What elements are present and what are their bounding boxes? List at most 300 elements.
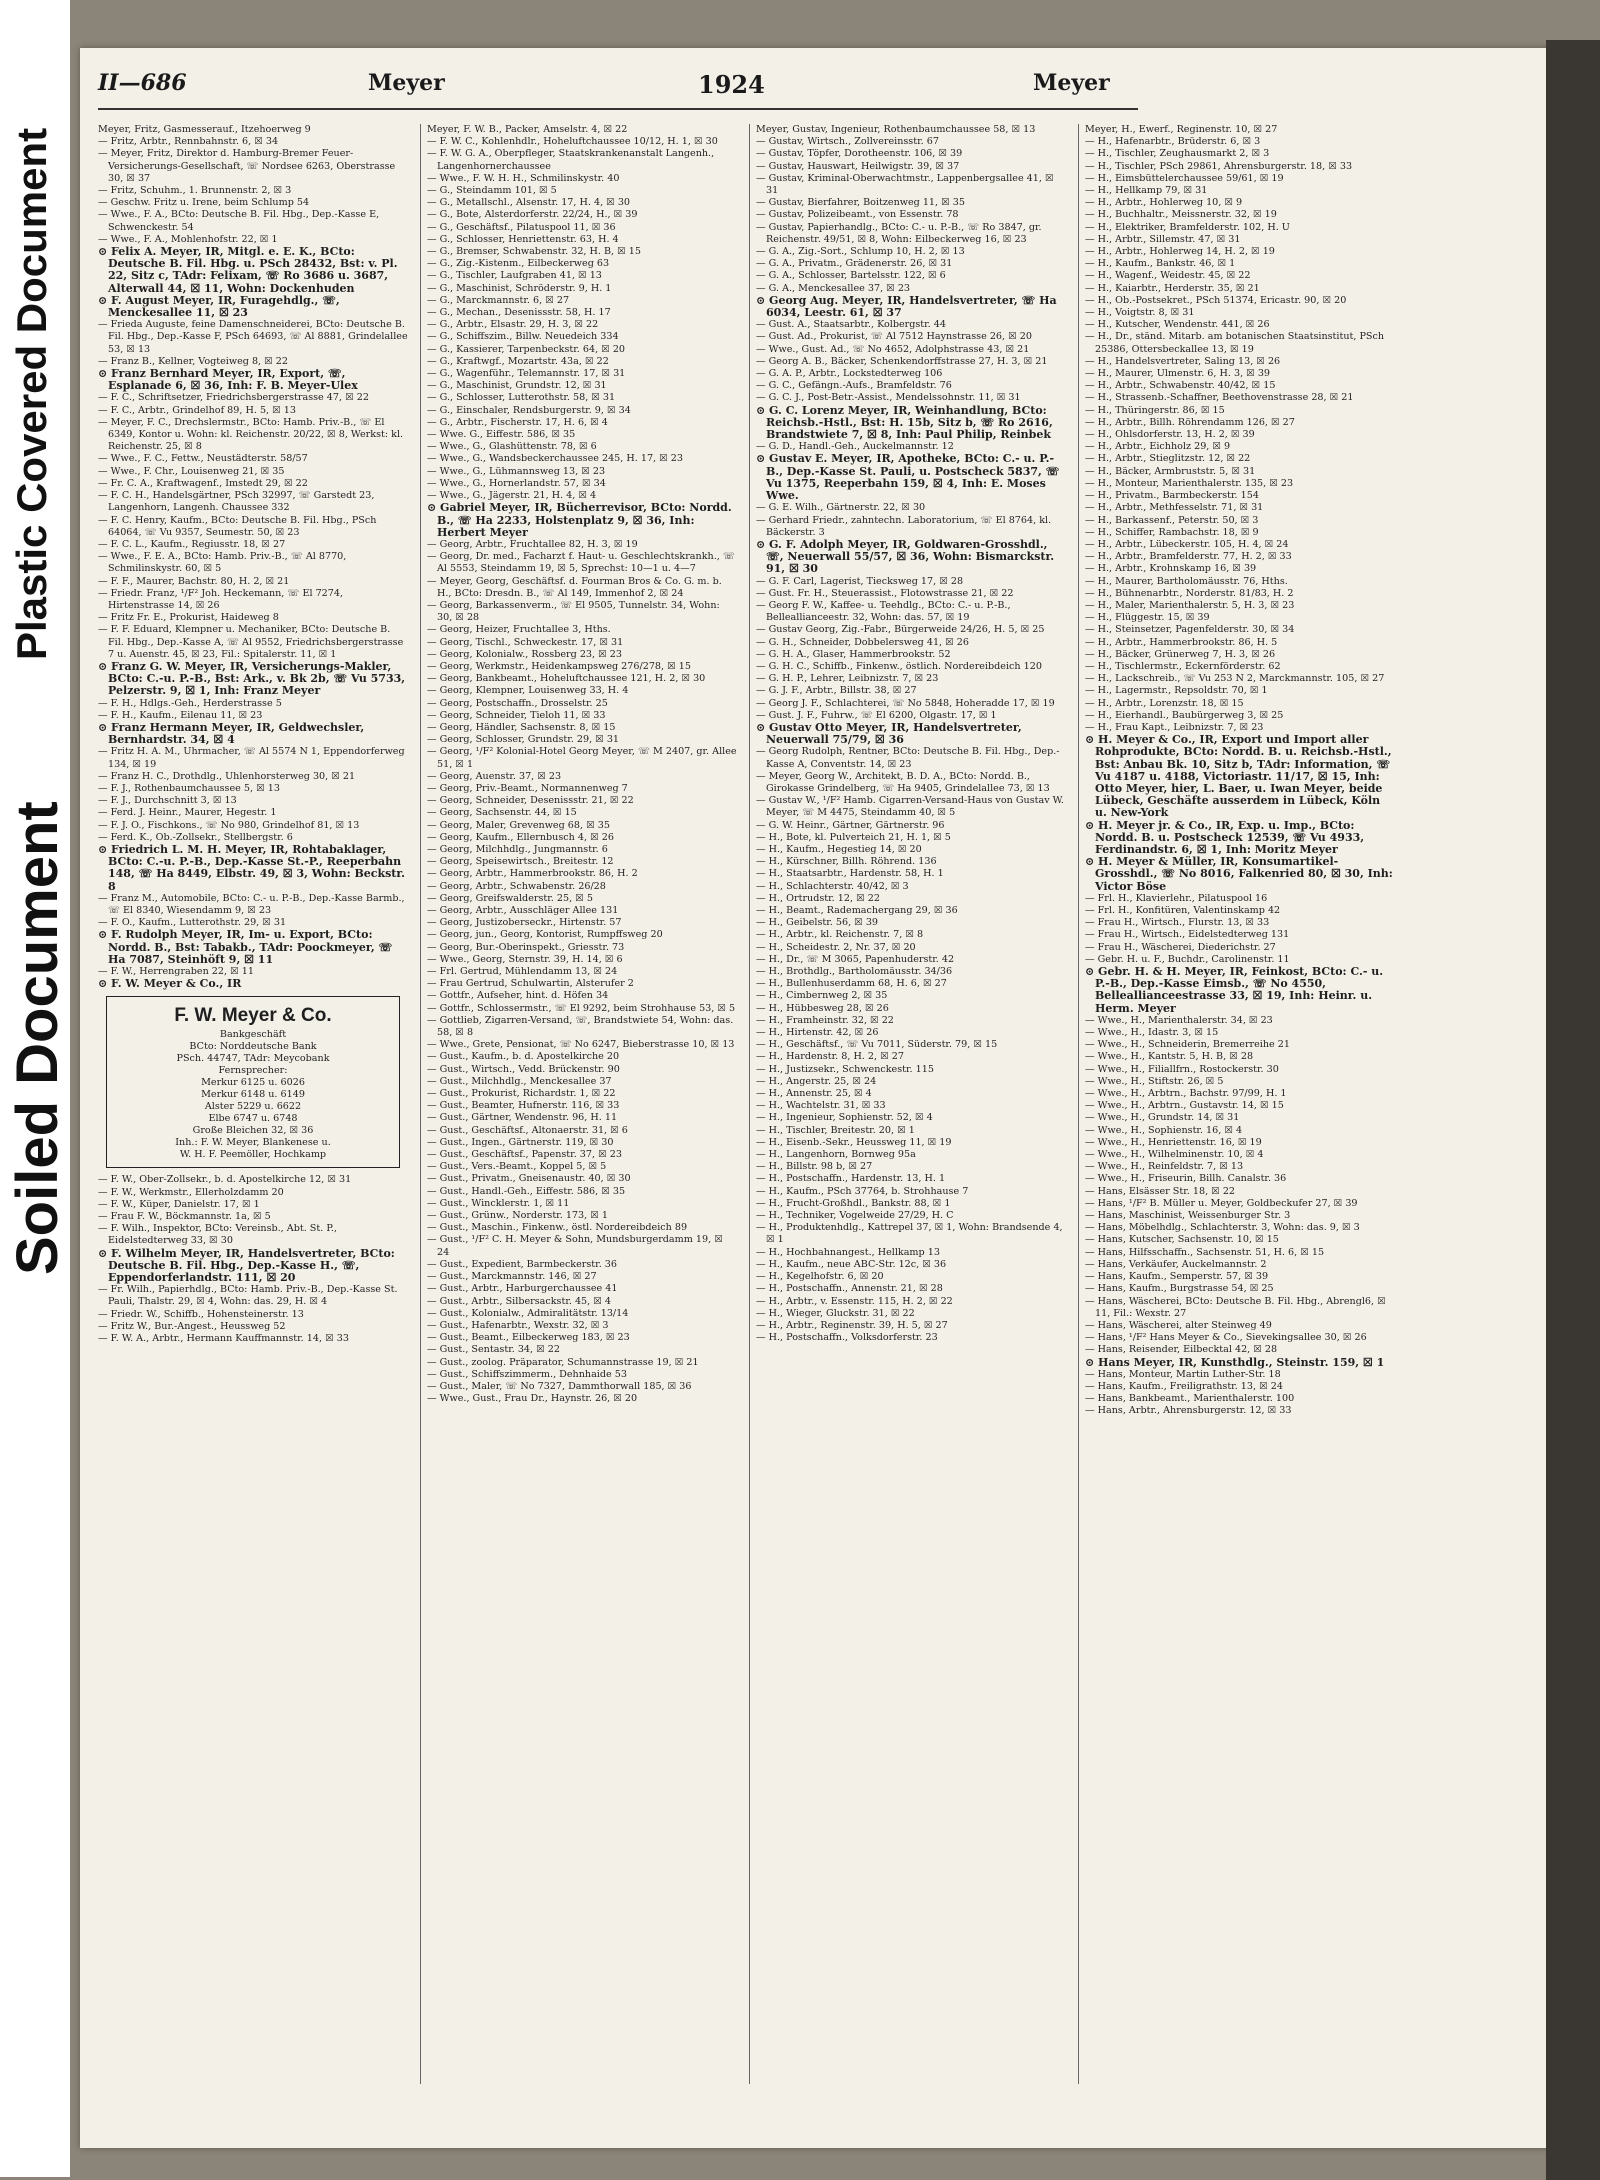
directory-entry: — Frau F. W., Böckmannstr. 1a, ☒ 5	[98, 1211, 271, 1223]
directory-entry: — Gust. Fr. H., Steuerassist., Flotowstrasse 21, ☒ 22	[756, 587, 1014, 599]
directory-entry: — Georg, Postschaffn., Drosselstr. 25	[427, 697, 608, 709]
directory-entry: — G., Mechan., Desenissstr. 58, H. 17	[427, 307, 611, 319]
advert-lines	[111, 1029, 395, 1161]
directory-entry: — Frau H., Wäscherei, Diederichstr. 27	[1085, 941, 1276, 953]
directory-entry: — Wwe., H., Henriettenstr. 16, ☒ 19	[1085, 1136, 1262, 1148]
directory-entry: ⊙ Hans Meyer, IR, Kunsthdlg., Steinstr. 159, ☒ 1	[1085, 1355, 1385, 1369]
directory-entry: — Meyer, Georg, Geschäftsf. d. Fourman Bros & Co. G. m. b. H., BCto: Dresdn. B., ☏ Al 149, Immenhof 2, ☒ 24	[427, 575, 722, 599]
directory-entry: — Gust., Geschäftsf., Altonaerstr. 31, ☒ 6	[427, 1124, 628, 1136]
directory-entry: ⊙ Felix A. Meyer, IR, Mitgl. e. E. K., BCto: Deutsche B. Fil. Hbg. u. PSch 28432, Bst: v. Pl. 22, Sitz c, TAdr: Felixam, ☏ Ro 3686 u. 3687, Alterwall 44, ☒ 11, Wohn: Dockenhuden	[98, 245, 398, 295]
directory-entry: — H., Ohlsdorferstr. 13, H. 2, ☒ 39	[1085, 429, 1255, 441]
directory-entry: — H., Ob.-Postsekret., PSch 51374, Ericastr. 90, ☒ 20	[1085, 294, 1347, 306]
directory-entry: — Hans, Kaufm., Semperstr. 57, ☒ 39	[1085, 1271, 1269, 1283]
directory-entry: — Georg, Heizer, Fruchtallee 3, Hths.	[427, 624, 611, 636]
directory-entry: — G., Einschaler, Rendsburgerstr. 9, ☒ 34	[427, 404, 631, 416]
directory-entry: — H., Geibelstr. 56, ☒ 39	[756, 917, 879, 929]
directory-entry: — Hans, Kaufm., Burgstrasse 54, ☒ 25	[1085, 1283, 1274, 1295]
directory-entry: — Gottfr., Schlossermstr., ☏ El 9292, beim Strohhause 53, ☒ 5	[427, 1002, 736, 1014]
directory-entry: ⊙ H. Meyer & Co., IR, Export und Import aller Rohprodukte, BCto: Nordd. B. u. Reichsb.-Hstl., Bst: Anbau Bk. 10, Sitz b, TAdr: Information, ☏ Vu 4187 u. 4188, Victoriastr. 11/17, ☒ 15, Inh: Otto Meyer, hier, L. Baer, u. Iwan Meyer, beide Lübeck, Geschäfte ausserdem in Lübeck, Köln u. New-York	[1085, 733, 1392, 820]
directory-entry: — G., Tischler, Laufgraben 41, ☒ 13	[427, 270, 602, 282]
directory-entry: — Georg, Werkmstr., Heidenkampsweg 276/278, ☒ 15	[427, 660, 691, 672]
directory-entry: Meyer, F. W. B., Packer, Amselstr. 4, ☒ 22	[427, 124, 628, 135]
directory-entry: — Fr. C. A., Kraftwagenf., Imstedt 29, ☒ 22	[98, 477, 308, 489]
directory-entry: — G., Arbtr., Fischerstr. 17, H. 6, ☒ 4	[427, 416, 608, 428]
directory-entry: ⊙ F. Wilhelm Meyer, IR, Handelsvertreter, BCto: Deutsche B. Fil. Hbg., Dep.-Kasse H., ☏, Eppendorferlandstr. 111, ☒ 20	[98, 1246, 395, 1285]
directory-entry: — H., Privatm., Barmbeckerstr. 154	[1085, 490, 1259, 502]
directory-entry: — G. W. Heinr., Gärtner, Gärtnerstr. 96	[756, 819, 945, 831]
directory-entry: — H., Staatsarbtr., Hardenstr. 58, H. 1	[756, 868, 944, 880]
directory-entry: — H., Ingenieur, Sophienstr. 52, ☒ 4	[756, 1112, 933, 1124]
directory-entry: — Ferd. K., Ob.-Zollsekr., Stellbergstr. 6	[98, 831, 293, 843]
directory-entry: — Wwe., H., Marienthalerstr. 34, ☒ 23	[1085, 1014, 1273, 1026]
directory-entry: — H., Strassenb.-Schaffner, Beethovenstrasse 28, ☒ 21	[1085, 392, 1354, 404]
column-4	[1085, 124, 1395, 2094]
directory-entry: — F. W., Werkmstr., Ellerholzdamm 20	[98, 1186, 284, 1198]
directory-entry: — G., Wagenführ., Telemannstr. 17, ☒ 31	[427, 368, 626, 380]
directory-entry: — Meyer, Georg W., Architekt, B. D. A., BCto: Nordd. B., Girokasse Grindelberg, ☏ Ha 9405, Grindelallee 73, ☒ 13	[756, 770, 1050, 794]
directory-entry: — Wwe., H., Friseurin, Billh. Canalstr. 36	[1085, 1173, 1287, 1185]
directory-entry: — Gust., Kaufm., b. d. Apostelkirche 20	[427, 1051, 620, 1063]
directory-entry: — F. W. C., Kohlenhdlr., Hoheluftchaussee 10/12, H. 1, ☒ 30	[427, 136, 718, 148]
directory-entry: — Wwe., F. W. H. H., Schmilinskystr. 40	[427, 172, 620, 184]
directory-entry: — Gust. Ad., Prokurist, ☏ Al 7512 Haynstrasse 26, ☒ 20	[756, 331, 1032, 343]
directory-entry: — Wwe., G., Wandsbeckerchaussee 245, H. 17, ☒ 23	[427, 453, 684, 465]
directory-entry: — Wwe., H., Schneiderin, Bremerreihe 21	[1085, 1039, 1290, 1051]
directory-entry: — F. W. A., Arbtr., Hermann Kauffmannstr. 14, ☒ 33	[98, 1333, 349, 1345]
directory-entry: — H., Arbtr., Stieglitzstr. 12, ☒ 22	[1085, 453, 1251, 465]
directory-entry: — Wwe., H., Grundstr. 14, ☒ 31	[1085, 1112, 1240, 1124]
directory-entry: — Georg, Schlosser, Grundstr. 29, ☒ 31	[427, 734, 620, 746]
side-label-bottom: Soiled Document	[5, 801, 70, 1275]
directory-entry: — Georg, Kolonialw., Rossberg 23, ☒ 23	[427, 648, 622, 660]
directory-entry: — H., Lagermstr., Repsoldstr. 70, ☒ 1	[1085, 685, 1268, 697]
directory-entry: — Gust., Kolonialw., Admiralitätstr. 13/14	[427, 1307, 629, 1319]
directory-entry: — H., Arbtr., Sillemstr. 47, ☒ 31	[1085, 233, 1241, 245]
directory-entry: — H., Justizsekr., Schwenckestr. 115	[756, 1063, 934, 1075]
advert-box	[106, 996, 400, 1168]
directory-entry: — F. J., Durchschnitt 3, ☒ 13	[98, 795, 237, 807]
directory-entry: — Gust., Arbtr., Harburgerchaussee 41	[427, 1283, 618, 1295]
directory-entry: — Hans, Hilfsschaffn., Sachsenstr. 51, H. 6, ☒ 15	[1085, 1246, 1325, 1258]
directory-entry: — Hans, Wäscherei, alter Steinweg 49	[1085, 1319, 1272, 1331]
directory-entry: — F. Wilh., Inspektor, BCto: Vereinsb., Abt. St. P., Eidelstedterweg 33, ☒ 30	[98, 1223, 337, 1247]
directory-entry: — Georg, ¹/F² Kolonial-Hotel Georg Meyer, ☏ M 2407, gr. Allee 51, ☒ 1	[427, 746, 737, 770]
directory-entry: — G. J. F., Arbtr., Billstr. 38, ☒ 27	[756, 685, 917, 697]
directory-entry: — H., Dr., ständ. Mitarb. am botanischen Staatsinstitut, PSch 25386, Ottersbeckallee 13, ☒ 19	[1085, 331, 1385, 355]
advert-title: F. W. Meyer & Co.	[174, 1005, 332, 1027]
header-year: 1924	[698, 70, 765, 99]
directory-entry: — G. H. P., Lehrer, Leibnizstr. 7, ☒ 23	[756, 673, 939, 685]
directory-entry: — G., Zig.-Kistenm., Eilbeckerweg 63	[427, 258, 610, 270]
directory-entry: — Gust., Sentastr. 34, ☒ 22	[427, 1344, 560, 1356]
directory-entry: — Gust., Maschin., Finkenw., östl. Nordereibdeich 89	[427, 1222, 688, 1234]
directory-entry: — F. W., Küper, Danielstr. 17, ☒ 1	[98, 1198, 260, 1210]
directory-entry: — H., Voigtstr. 8, ☒ 31	[1085, 307, 1195, 319]
directory-entry: — Gustav, Wirtsch., Zollvereinsstr. 67	[756, 136, 939, 148]
directory-entry: — Georg, Bankbeamt., Hoheluftchaussee 121, H. 2, ☒ 30	[427, 673, 706, 685]
directory-entry: — Wwe., G., Glashüttenstr. 78, ☒ 6	[427, 441, 597, 453]
directory-entry: — Wwe., H., Wilhelminenstr. 10, ☒ 4	[1085, 1149, 1264, 1161]
directory-entry: ⊙ Franz Bernhard Meyer, IR, Export, ☏, Esplanade 6, ☒ 36, Inh: F. B. Meyer-Ulex	[98, 367, 358, 393]
directory-entry: — Wwe., H., Arbtrn., Gustavstr. 14, ☒ 15	[1085, 1100, 1284, 1112]
directory-entry: — F. H., Hdlgs.-Geh., Herderstrasse 5	[98, 697, 282, 709]
directory-entry: — Wwe., H., Sophienstr. 16, ☒ 4	[1085, 1124, 1243, 1136]
directory-entry: — H., Tischler, Breitestr. 20, ☒ 1	[756, 1124, 915, 1136]
directory-entry: — G. D., Handl.-Geh., Auckelmannstr. 12	[756, 441, 954, 453]
directory-entry: — H., Maler, Marienthalerstr. 5, H. 3, ☒ 23	[1085, 599, 1295, 611]
directory-entry: — Gust., Wincklerstr. 1, ☒ 11	[427, 1197, 570, 1209]
directory-entry: — Wwe., Gust., Frau Dr., Haynstr. 26, ☒ 20	[427, 1393, 638, 1405]
header-rule	[98, 108, 1138, 110]
directory-entry: — Georg, Priv.-Beamt., Normannenweg 7	[427, 782, 628, 794]
directory-entry: — F. C., Schriftsetzer, Friedrichsbergerstrasse 47, ☒ 22	[98, 392, 369, 404]
directory-entry: — Wwe., G., Jägerstr. 21, H. 4, ☒ 4	[427, 490, 597, 502]
directory-entry: — Ferd. J. Heinr., Maurer, Hegestr. 1	[98, 807, 277, 819]
directory-entry: ⊙ Gebr. H. & H. Meyer, IR, Feinkost, BCto: C.- u. P.-B., Dep.-Kasse Eimsb., ☏ No 4550, Belleallianceestrasse 33, ☒ 19, Inh: Heinr. u. Herm. Meyer	[1085, 965, 1384, 1015]
directory-entry: ⊙ F. Rudolph Meyer, IR, Im- u. Export, BCto: Nordd. B., Bst: Tabakb., TAdr: Poockmeyer, ☏ Ha 7087, Steinhöft 9, ☒ 11	[98, 928, 393, 966]
directory-entry: — Gust., zoolog. Präparator, Schumannstrasse 19, ☒ 21	[427, 1356, 699, 1368]
directory-entry: — Franz B., Kellner, Vogteiweg 8, ☒ 22	[98, 355, 289, 367]
column-3-entries	[756, 124, 1066, 1344]
directory-entry: — Georg, Maler, Grevenweg 68, ☒ 35	[427, 819, 610, 831]
directory-entry: — Gust., Gärtner, Wendenstr. 96, H. 11	[427, 1112, 618, 1124]
directory-entry: — Georg, Sachsenstr. 44, ☒ 15	[427, 807, 577, 819]
advert-line: Bankgeschäft	[219, 1029, 287, 1041]
directory-entry: — Hans, Verkäufer, Auckelmannstr. 2	[1085, 1258, 1267, 1270]
directory-entry: — H., Postschaffn., Hardenstr. 13, H. 1	[756, 1173, 946, 1185]
directory-entry: — H., Steinsetzer, Pagenfelderstr. 30, ☒ 34	[1085, 624, 1295, 636]
directory-entry: — H., Tischler, PSch 29861, Ahrensburgerstr. 18, ☒ 33	[1085, 160, 1353, 172]
directory-entry: — H., Handelsvertreter, Saling 13, ☒ 26	[1085, 355, 1281, 367]
directory-entry: — H., Wieger, Gluckstr. 31, ☒ 22	[756, 1307, 915, 1319]
directory-entry: — H., Arbtr., Bramfelderstr. 77, H. 2, ☒ 33	[1085, 551, 1292, 563]
directory-entry: — G. H. C., Schiffb., Finkenw., östlich. Nordereibdeich 120	[756, 660, 1042, 672]
column-divider	[1078, 124, 1079, 2084]
directory-entry: — F. C. Henry, Kaufm., BCto: Deutsche B. Fil. Hbg., PSch 64064, ☏ Vu 9357, Seumestr. 50, ☒ 23	[98, 514, 377, 538]
directory-entry: — F. C. L., Kaufm., Regiusstr. 18, ☒ 27	[98, 538, 286, 550]
column-4-entries	[1085, 124, 1395, 1418]
directory-entry: — Gustav, Hauswart, Heilwigstr. 39, ☒ 37	[756, 160, 960, 172]
directory-entry: — Gust., Beamt., Eilbeckerweg 183, ☒ 23	[427, 1332, 630, 1344]
directory-entry: — F. W. G. A., Oberpfleger, Staatskrankenanstalt Langenh., Langenhornerchaussee	[427, 148, 715, 172]
advert-line: Große Bleichen 32, ☒ 36	[192, 1125, 314, 1137]
directory-entry: — H., Frucht-Großhdl., Bankstr. 88, ☒ 1	[756, 1197, 951, 1209]
directory-entry: — H., Elektriker, Bramfelderstr. 102, H. U	[1085, 221, 1290, 233]
column-1	[98, 124, 408, 2094]
directory-entry: — Fritz W., Bur.-Angest., Heussweg 52	[98, 1320, 286, 1332]
directory-entry: — H., Maurer, Bartholomäusstr. 76, Hths.	[1085, 575, 1288, 587]
directory-entry: — Wwe., F. C., Fettw., Neustädterstr. 58/57	[98, 453, 308, 465]
directory-entry: — H., Hardenstr. 8, H. 2, ☒ 27	[756, 1051, 904, 1063]
directory-entry: — H., Brothdlg., Bartholomäusstr. 34/36	[756, 966, 953, 978]
directory-entry: — H., Annenstr. 25, ☒ 4	[756, 1088, 872, 1100]
directory-entry: — Hans, Bankbeamt., Marienthalerstr. 100	[1085, 1393, 1295, 1405]
column-2	[427, 124, 737, 2094]
directory-entry: — Georg, Arbtr., Schwabenstr. 26/28	[427, 880, 606, 892]
page-header	[98, 70, 1138, 110]
directory-entry: — H., Hafenarbtr., Brüderstr. 6, ☒ 3	[1085, 136, 1261, 148]
directory-entry: — H., Beamt., Rademachergang 29, ☒ 36	[756, 905, 958, 916]
column-1-entries	[98, 124, 408, 990]
directory-entry: — H., Scheidestr. 2, Nr. 37, ☒ 20	[756, 941, 916, 953]
directory-entry: ⊙ H. Meyer & Müller, IR, Konsumartikel-Grosshdl., ☏ No 8016, Falkenried 80, ☒ 30, Inh: Victor Böse	[1085, 855, 1393, 893]
directory-entry: — G. E. Wilh., Gärtnerstr. 22, ☒ 30	[756, 502, 926, 514]
advert-line: Inh.: F. W. Meyer, Blankenese u.	[175, 1137, 331, 1149]
directory-entry: — H., Arbtr., Lorenzstr. 18, ☒ 15	[1085, 697, 1244, 709]
directory-entry: — Hans, ¹/F² Hans Meyer & Co., Sievekingsallee 30, ☒ 26	[1085, 1332, 1367, 1344]
directory-entry: — H., Postschaffn., Volksdorferstr. 23	[756, 1332, 938, 1344]
directory-entry: — H., Dr., ☏ M 3065, Papenhuderstr. 42	[756, 953, 955, 965]
directory-entry: — Hans, Elsässer Str. 18, ☒ 22	[1085, 1185, 1236, 1197]
directory-entry: — Gustav, Papierhandlg., BCto: C.- u. P.-B., ☏ Ro 3847, gr. Reichenstr. 49/51, ☒ 8, Wohn: Eilbeckerweg 16, ☒ 23	[756, 221, 1042, 245]
directory-entry: — Gustav W., ¹/F² Hamb. Cigarren-Versand-Haus von Gustav W. Meyer, ☏ M 4475, Steindamm 40, ☒ 5	[756, 795, 1064, 819]
directory-entry: — G., Geschäftsf., Pilatuspool 11, ☒ 36	[427, 221, 616, 233]
directory-entry: — Hans, Reisender, Eilbecktal 42, ☒ 28	[1085, 1344, 1278, 1356]
directory-entry: — H., Postschaffn., Annenstr. 21, ☒ 28	[756, 1283, 943, 1295]
directory-entry: ⊙ Friedrich L. M. H. Meyer, IR, Rohtabaklager, BCto: C.-u. P.-B., Dep.-Kasse St.-P., Reeperbahn 148, ☏ Ha 8449, Elbstr. 49, ☒ 3, Wohn: Beckstr. 8	[98, 842, 405, 893]
directory-entry: ⊙ H. Meyer jr. & Co., IR, Exp. u. Imp., BCto: Nordd. B. u. Postscheck 12539, ☏ Vu 4933, Ferdinandstr. 6, ☒ 1, Inh: Moritz Meyer	[1085, 818, 1365, 856]
directory-entry: — Georg, Klempner, Louisenweg 33, H. 4	[427, 685, 629, 697]
directory-entry: — Gust., Vers.-Beamt., Koppel 5, ☒ 5	[427, 1161, 607, 1173]
directory-entry: — Gust., Geschäftsf., Papenstr. 37, ☒ 23	[427, 1149, 622, 1161]
directory-entry: — H., Hirtenstr. 42, ☒ 26	[756, 1027, 879, 1039]
directory-entry: — H., Kaufm., PSch 37764, b. Strohhause 7	[756, 1185, 969, 1197]
directory-entry: Meyer, Fritz, Gasmesserauf., Itzehoerweg 9	[98, 124, 311, 135]
directory-entry: — H., Bäcker, Armbruststr. 5, ☒ 31	[1085, 465, 1256, 477]
directory-entry: — Fritz, Schuhm., 1. Brunnenstr. 2, ☒ 3	[98, 185, 292, 197]
directory-entry: — Hans, Kaufm., Freiligrathstr. 13, ☒ 24	[1085, 1380, 1283, 1392]
directory-entry: — G., Schlosser, Henriettenstr. 63, H. 4	[427, 233, 619, 245]
directory-entry: — F. W., Ober-Zollsekr., b. d. Apostelkirche 12, ☒ 31	[98, 1174, 352, 1186]
directory-entry: — Hans, Maschinist, Weissenburger Str. 3	[1085, 1210, 1291, 1222]
page-edge-shadow	[1546, 40, 1600, 2180]
directory-entry: — Gust., Arbtr., Silbersackstr. 45, ☒ 4	[427, 1295, 612, 1307]
directory-entry: — Wwe., G., Lühmannsweg 13, ☒ 23	[427, 465, 606, 477]
directory-entry: — H., Wagenf., Weidestr. 45, ☒ 22	[1085, 270, 1251, 282]
directory-entry: — H., Arbtr., v. Essenstr. 115, H. 2, ☒ 22	[756, 1295, 953, 1307]
directory-entry: — Gust., Maler, ☏ No 7327, Dammthorwall 185, ☒ 36	[427, 1380, 692, 1392]
directory-entry: — Georg, Dr. med., Facharzt f. Haut- u. Geschlechtskrankh., ☏ Al 5553, Steindamm 19, ☒ 5, Sprechst: 10—1 u. 4—7	[427, 551, 735, 575]
directory-entry: ⊙ F. August Meyer, IR, Furagehdlg., ☏, Menckesallee 11, ☒ 23	[98, 293, 340, 320]
directory-entry: — G. A., Schlosser, Bartelsstr. 122, ☒ 6	[756, 270, 946, 282]
page-number: II—686	[98, 70, 187, 96]
directory-entry: — G., Schiffszim., Billw. Neuedeich 334	[427, 331, 619, 343]
directory-entry: — Wwe., Gust. Ad., ☏ No 4652, Adolphstrasse 43, ☒ 21	[756, 343, 1030, 355]
directory-entry: — H., Hübbesweg 28, ☒ 26	[756, 1002, 889, 1014]
directory-entry: — Gust., Grünw., Norderstr. 173, ☒ 1	[427, 1210, 608, 1222]
directory-entry: — Gust., Marckmannstr. 146, ☒ 27	[427, 1271, 597, 1283]
directory-entry: — H., Barkassenf., Peterstr. 50, ☒ 3	[1085, 514, 1259, 526]
directory-entry: — Frl. Gertrud, Mühlendamm 13, ☒ 24	[427, 966, 618, 978]
directory-entry: — G. F. Carl, Lagerist, Tiecksweg 17, ☒ 28	[756, 575, 964, 587]
directory-entry: — Gust., Schiffszimmerm., Dehnhaide 53	[427, 1368, 627, 1380]
directory-entry: — G., Arbtr., Elsastr. 29, H. 3, ☒ 22	[427, 319, 599, 331]
directory-entry: — Gottfr., Aufseher, hint. d. Höfen 34	[427, 990, 609, 1002]
directory-entry: — H., Kaiarbtr., Herderstr. 35, ☒ 21	[1085, 282, 1260, 294]
directory-entry: — F. H., Kaufm., Eilenau 11, ☒ 23	[98, 709, 263, 721]
directory-entry: — F. J., Rothenbaumchaussee 5, ☒ 13	[98, 782, 280, 794]
directory-entry: — Gust. A., Staatsarbtr., Kolbergstr. 44	[756, 319, 946, 331]
directory-entry: — G., Kraftwgf., Mozartstr. 43a, ☒ 22	[427, 355, 609, 367]
directory-entry: — Hans, ¹/F² B. Müller u. Meyer, Goldbeckufer 27, ☒ 39	[1085, 1197, 1358, 1209]
directory-entry: — H., Techniker, Vogelweide 27/29, H. C	[756, 1210, 954, 1222]
directory-entry: — H., Frau Kapt., Leibnizstr. 7, ☒ 23	[1085, 721, 1264, 733]
directory-entry: — G. C. J., Post-Betr.-Assist., Mendelssohnstr. 11, ☒ 31	[756, 392, 1021, 404]
directory-entry: — G., Marckmannstr. 6, ☒ 27	[427, 294, 570, 306]
directory-entry: — Gustav, Kriminal-Oberwachtmstr., Lappenbergsallee 41, ☒ 31	[756, 172, 1054, 197]
directory-entry: — H., Hellkamp 79, ☒ 31	[1085, 185, 1208, 197]
directory-entry: — H., Arbtr., Lübeckerstr. 105, H. 4, ☒ 24	[1085, 538, 1289, 550]
directory-entry: — H., Eierhandl., Baubürgerweg 3, ☒ 25	[1085, 709, 1284, 721]
directory-entry: — Georg F. W., Kaffee- u. Teehdlg., BCto: C.- u. P.-B., Belleallianceestr. 32, Wohn: das. 57, ☒ 19	[756, 599, 1011, 624]
directory-entry: — Georg, Arbtr., Hammerbrookstr. 86, H. 2	[427, 868, 638, 880]
directory-entry: — Wwe., H., Idastr. 3, ☒ 15	[1085, 1027, 1219, 1039]
directory-entry: — Gottlieb, Zigarren-Versand, ☏, Brandstwiete 54, Wohn: das. 58, ☒ 8	[427, 1014, 734, 1039]
directory-entry: — H., Buchhaltr., Meissnerstr. 32, ☒ 19	[1085, 209, 1277, 221]
directory-entry: — Wwe., H., Kantstr. 5, H. B, ☒ 28	[1085, 1051, 1254, 1063]
directory-entry: Meyer, Gustav, Ingenieur, Rothenbaumchaussee 58, ☒ 13	[756, 124, 1036, 135]
advert-line: W. H. F. Peemöller, Hochkamp	[179, 1149, 327, 1161]
directory-entry: — Gust., Hafenarbtr., Wexstr. 32, ☒ 3	[427, 1319, 609, 1331]
directory-entry: ⊙ Franz G. W. Meyer, IR, Versicherungs-Makler, BCto: C.-u. P.-B., Bst: Ark., v. Bk 2b, ☏ Vu 5733, Pelzerstr. 9, ☒ 1, Inh: Franz Meyer	[98, 659, 406, 698]
directory-entry: ⊙ Franz Hermann Meyer, IR, Geldwechsler, Bernhardstr. 34, ☒ 4	[98, 720, 365, 747]
directory-entry: — Georg, Bur.-Oberinspekt., Griesstr. 73	[427, 941, 625, 953]
directory-entry: — H., Langenhorn, Bornweg 95a	[756, 1149, 916, 1161]
directory-entry: — Frau H., Wirtsch., Flurstr. 13, ☒ 33	[1085, 917, 1270, 929]
directory-entry: — H., Kutscher, Wendenstr. 441, ☒ 26	[1085, 319, 1270, 331]
directory-entry: — H., Hochbahnangest., Hellkamp 13	[756, 1246, 940, 1258]
directory-entry: — Georg, Auenstr. 37, ☒ 23	[427, 770, 562, 782]
directory-entry: — Gustav Georg, Zig.-Fabr., Bürgerweide 24/26, H. 5, ☒ 25	[756, 624, 1045, 636]
directory-entry: — Gust., Handl.-Geh., Eiffestr. 586, ☒ 35	[427, 1185, 626, 1197]
directory-entry: — G., Bremser, Schwabenstr. 32, H. B, ☒ 15	[427, 246, 641, 258]
directory-entry: — G. A., Privatm., Grädenerstr. 26, ☒ 31	[756, 258, 953, 270]
directory-entry: ⊙ Gustav Otto Meyer, IR, Handelsvertreter, Neuerwall 75/79, ☒ 36	[756, 720, 1022, 747]
directory-entry: — Wwe., F. E. A., BCto: Hamb. Priv.-B., ☏ Al 8770, Schmilinskystr. 60, ☒ 5	[98, 551, 347, 575]
directory-entry: — G. A., Menckesallee 37, ☒ 23	[756, 282, 911, 294]
directory-entry: — Georg, Schneider, Tieloh 11, ☒ 33	[427, 709, 606, 721]
directory-entry: — H., Arbtr., Methfesselstr. 71, ☒ 31	[1085, 502, 1264, 514]
directory-entry: — H., Monteur, Marienthalerstr. 135, ☒ 23	[1085, 477, 1294, 489]
directory-entry: — Frl. H., Klavierlehr., Pilatuspool 16	[1085, 892, 1268, 904]
directory-entry: — Gust., Prokurist, Richardstr. 1, ☒ 22	[427, 1088, 616, 1100]
advert-line: Elbe 6747 u. 6748	[208, 1113, 298, 1125]
directory-entry: — H., Kaufm., Bankstr. 46, ☒ 1	[1085, 258, 1236, 270]
directory-entry: — H., Kegelhofstr. 6, ☒ 20	[756, 1271, 884, 1283]
directory-entry: ⊙ G. F. Adolph Meyer, IR, Goldwaren-Grosshdl., ☏, Neuerwall 55/57, ☒ 36, Wohn: Bismarckstr. 91, ☒ 30	[756, 537, 1055, 576]
column-divider	[749, 124, 750, 2084]
directory-entry: — Georg, Händler, Sachsenstr. 8, ☒ 15	[427, 721, 616, 733]
directory-entry: — Fritz Fr. E., Prokurist, Haideweg 8	[98, 612, 279, 624]
directory-entry: — Georg, Arbtr., Ausschläger Allee 131	[427, 905, 619, 916]
directory-entry: — Gust., Expedient, Barmbeckerstr. 36	[427, 1258, 618, 1270]
directory-entry: — H., Bote, kl. Pulverteich 21, H. 1, ☒ 5	[756, 831, 951, 843]
directory-entry: — F. J. O., Fischkons., ☏ No 980, Grindelhof 81, ☒ 13	[98, 819, 360, 831]
directory-entry: — H., Kaufm., neue ABC-Str. 12c, ☒ 36	[756, 1258, 947, 1270]
side-label-top: Plastic Covered Document	[8, 127, 55, 660]
directory-entry: — Georg, jun., Georg, Kontorist, Rumpffsweg 20	[427, 929, 663, 941]
directory-entry: — Hans, Kutscher, Sachsenstr. 10, ☒ 15	[1085, 1234, 1279, 1246]
directory-entry: ⊙ Gustav E. Meyer, IR, Apotheke, BCto: C.- u. P.-B., Dep.-Kasse St. Pauli, u. Postscheck 5837, ☏ Vu 1375, Reeperbahn 159, ☒ 4, Inh: E. Moses Wwe.	[756, 452, 1060, 503]
column-3	[756, 124, 1066, 2094]
directory-entry: — G. H., Schneider, Dobbelersweg 41, ☒ 26	[756, 636, 970, 648]
directory-entry: ⊙ F. W. Meyer & Co., IR	[98, 977, 242, 991]
directory-entry: — H., Schiffer, Rambachstr. 18, ☒ 9	[1085, 526, 1259, 538]
directory-entry: — Frau Gertrud, Schulwartin, Alsterufer 2	[427, 978, 634, 990]
directory-entry: — Wwe., F. Chr., Louisenweg 21, ☒ 35	[98, 465, 285, 477]
directory-entry: — Meyer, F. C., Drechslermstr., BCto: Hamb. Priv.-B., ☏ El 6349, Kontor u. Wohn: kl. Reichenstr. 20/22, ☒ 8, Werkst: kl. Reichenstr. 25, ☒ 8	[98, 416, 404, 453]
directory-entry: — H., Arbtr., Hohlerweg 14, H. 2, ☒ 19	[1085, 246, 1275, 258]
directory-entry: — Wwe., F. A., Mohlenhofstr. 22, ☒ 1	[98, 233, 278, 245]
directory-entry: — Gebr. H. u. F., Buchdr., Carolinenstr. 11	[1085, 953, 1290, 965]
directory-entry: — Georg, Kaufm., Ellernbusch 4, ☒ 26	[427, 831, 614, 843]
directory-entry: — Wwe., H., Arbtrn., Bachstr. 97/99, H. 1	[1085, 1088, 1287, 1100]
directory-entry: — H., Arbtr., Hammerbrookstr. 86, H. 5	[1085, 636, 1278, 648]
directory-entry: — G. C., Gefängn.-Aufs., Bramfeldstr. 76	[756, 380, 952, 392]
directory-entry: — Georg, Speisewirtsch., Breitestr. 12	[427, 856, 614, 868]
directory-entry: — Wwe., F. A., BCto: Deutsche B. Fil. Hbg., Dep.-Kasse E, Schwenckestr. 54	[98, 209, 380, 233]
directory-entry: — G., Maschinist, Schröderstr. 9, H. 1	[427, 282, 612, 294]
directory-entry: — H., Thüringerstr. 86, ☒ 15	[1085, 404, 1225, 416]
directory-entry: — H., Bullenhuserdamm 68, H. 6, ☒ 27	[756, 978, 947, 990]
header-left-name: Meyer	[368, 70, 445, 96]
directory-entry: Meyer, H., Ewerf., Reginenstr. 10, ☒ 27	[1085, 124, 1278, 135]
directory-entry: — H., Arbtr., kl. Reichenstr. 7, ☒ 8	[756, 929, 924, 941]
directory-entry: — F. C. H., Handelsgärtner, PSch 32997, ☏ Garstedt 23, Langenhorn, Langenh. Chaussee 332	[98, 490, 375, 514]
directory-entry: — F. F., Maurer, Bachstr. 80, H. 2, ☒ 21	[98, 575, 290, 587]
directory-entry: — Franz H. C., Drothdlg., Uhlenhorsterweg 30, ☒ 21	[98, 770, 356, 782]
directory-entry: — F. O., Kaufm., Lutterothstr. 29, ☒ 31	[98, 917, 287, 929]
directory-entry: — H., Arbtr., Krohnskamp 16, ☒ 39	[1085, 563, 1257, 575]
directory-entry: — Georg J. F., Schlachterei, ☏ No 5848, Hoheradde 17, ☒ 19	[756, 697, 1055, 709]
directory-entry: — H., Tischler, Zeughausmarkt 2, ☒ 3	[1085, 148, 1270, 160]
directory-entry: — G., Schlosser, Lutterothstr. 58, ☒ 31	[427, 392, 616, 404]
directory-entry: — H., Billstr. 98 b, ☒ 27	[756, 1161, 873, 1173]
directory-entry: — Georg, Schneider, Desenissstr. 21, ☒ 22	[427, 795, 634, 807]
directory-entry: — H., Arbtr., Eichholz 29, ☒ 9	[1085, 441, 1231, 453]
side-label-area	[0, 0, 70, 2177]
directory-entry: — Fritz H. A. M., Uhrmacher, ☏ Al 5574 N 1, Eppendorferweg 134, ☒ 19	[98, 746, 405, 770]
directory-entry: — Wwe., H., Filiallfrn., Rostockerstr. 30	[1085, 1063, 1279, 1075]
advert-line: Merkur 6148 u. 6149	[201, 1089, 305, 1101]
directory-entry: — Gust., Ingen., Gärtnerstr. 119, ☒ 30	[427, 1136, 614, 1148]
directory-entry: — H., Framheinstr. 32, ☒ 22	[756, 1014, 894, 1026]
advert-line: PSch. 44747, TAdr: Meycobank	[176, 1053, 330, 1065]
directory-entry: — Friedr. W., Schiffb., Hohensteinerstr. 13	[98, 1308, 304, 1320]
directory-entry: — H., Geschäftsf., ☏ Vu 7011, Süderstr. 79, ☒ 15	[756, 1039, 998, 1051]
directory-entry: — H., Arbtr., Reginenstr. 39, H. 5, ☒ 27	[756, 1319, 948, 1331]
directory-entry: — Gust., ¹/F² C. H. Meyer & Sohn, Mundsburgerdamm 19, ☒ 24	[427, 1234, 723, 1258]
directory-entry: — Gustav, Polizeibeamt., von Essenstr. 78	[756, 209, 959, 221]
directory-entry: — Gust. J. F., Fuhrw., ☏ El 6200, Olgastr. 17, ☒ 1	[756, 709, 997, 721]
directory-entry: — H., Arbtr., Billh. Röhrendamm 126, ☒ 27	[1085, 416, 1295, 428]
directory-entry: — Wwe. G., Eiffestr. 586, ☒ 35	[427, 429, 576, 441]
column-1-entries-continued	[98, 1174, 408, 1345]
directory-entry: — Hans, Wäscherei, BCto: Deutsche B. Fil. Hbg., Abrengl6, ☒ 11, Fil.: Wexstr. 27	[1085, 1295, 1386, 1319]
directory-entry: — H., Kaufm., Hegestieg 14, ☒ 20	[756, 843, 922, 855]
directory-entry: — Georg Rudolph, Rentner, BCto: Deutsche B. Fil. Hbg., Dep.-Kasse A, Conventstr. 14, ☒ 23	[756, 746, 1060, 770]
directory-entry: — Georg, Greifswalderstr. 25, ☒ 5	[427, 892, 593, 904]
directory-entry: — Gust., Beamter, Hufnerstr. 116, ☒ 33	[427, 1100, 620, 1112]
directory-entry: — H., Wachtelstr. 31, ☒ 33	[756, 1100, 886, 1112]
directory-entry: — Meyer, Fritz, Direktor d. Hamburg-Bremer Feuer-Versicherungs-Gesellschaft, ☏ Nordsee 6263, Oberstrasse 30, ☒ 37	[98, 148, 396, 184]
directory-entry: — H., Maurer, Ulmenstr. 6, H. 3, ☒ 39	[1085, 368, 1271, 380]
directory-entry: — Fritz, Arbtr., Rennbahnstr. 6, ☒ 34	[98, 136, 279, 148]
advert-line: Alster 5229 u. 6622	[204, 1101, 302, 1113]
directory-entry: — Gustav, Bierfahrer, Boitzenweg 11, ☒ 35	[756, 197, 965, 209]
directory-entry: — H., Schlachterstr. 40/42, ☒ 3	[756, 880, 909, 892]
directory-entry: — Gust., Milchhdlg., Menckesallee 37	[427, 1075, 612, 1087]
